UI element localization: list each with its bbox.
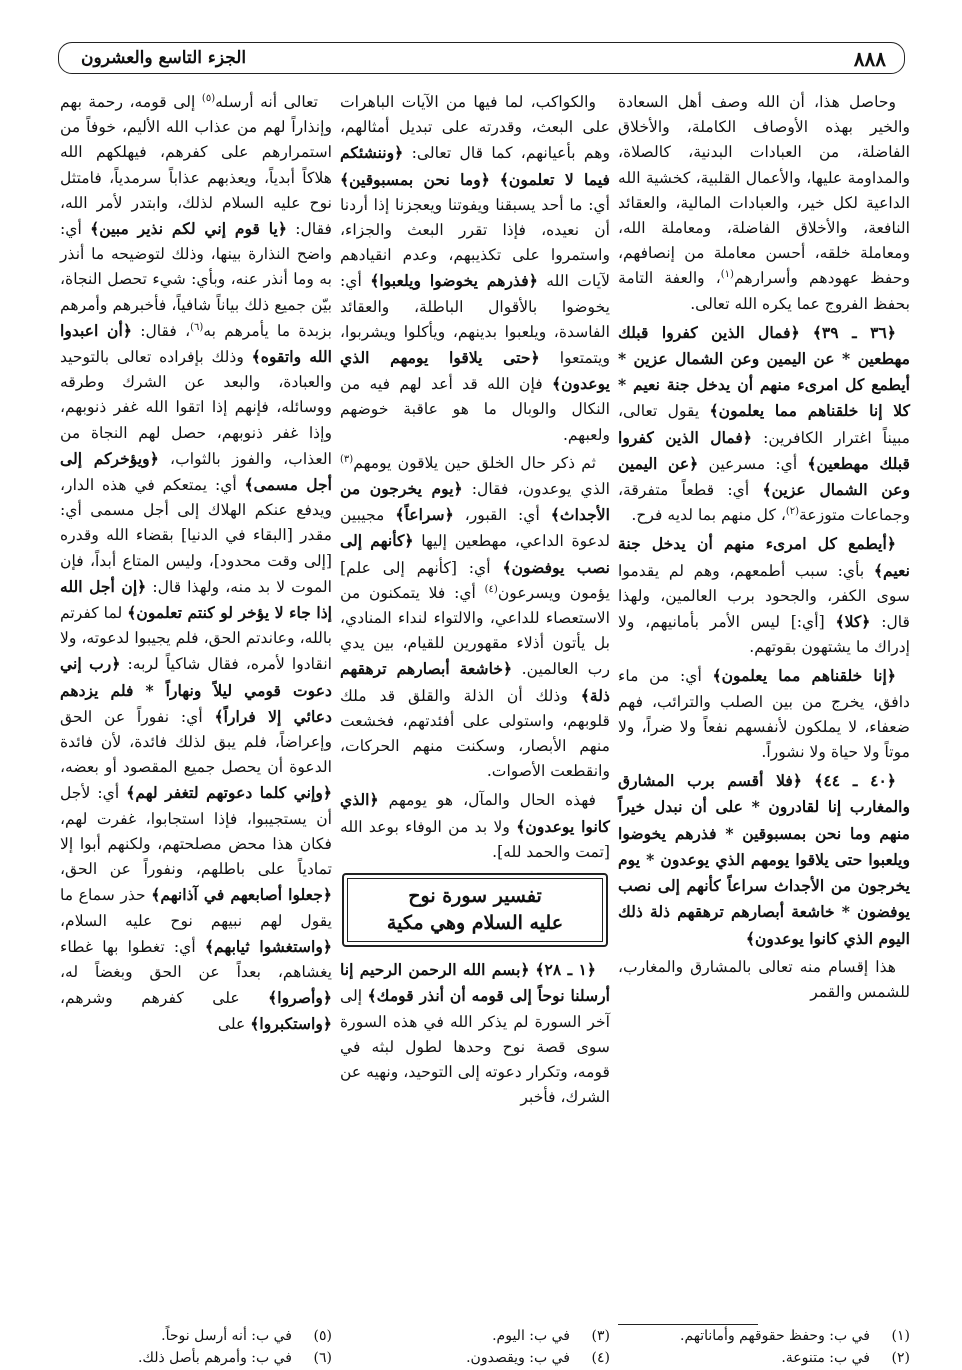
footnote-ref: (٣) [340, 453, 354, 465]
paragraph: ثم ذكر حال الخلق حين يلاقون يومهم$^{(٣)}$ الذي يوعدون، فقال: ﴿يوم يخرجون من الأجداث﴾ أي: القبور، ﴿سراعاً﴾ مجيبين لدعوة الداعي، مهطعين إليها ﴿كأنهم إلى نصب يوفضون﴾ أي: [كأنهم إلى علم] يؤمون ويسرعون$^{(٤)}$ أي: فلا يتمكنون من الاستعصاء للداعي، والالتواء لنداء المنادي، بل يأتون أذلاء مقهورين للقيام، بين يدي رب العالمين. ﴿خاشعة أبصارهم ترهقهم ذلة﴾ وذلك أن الذلة والقلق قد ملك قلوبهم، واستولى على أفئدتهم، فخشعت منهم الأبصار، وسكنت منهم الحركات، وانقطعت الأصوات. [340, 453, 611, 781]
footnote: (٦)في ب: وأمرهم بأصل ذلك. [137, 1350, 332, 1366]
verse-block: ﴿٣٦ ـ ٣٩﴾ ﴿فمال الذين كفروا قبلك مهطعين * عن اليمين وعن الشمال عزين * أيطمع كل امرىء منهم أن يدخل جنة نعيم * كلا إنا خلقناهم مما يعلمون﴾ يقول تعالى، مبيناً اغترار الكافرين: ﴿فمال الذين كفروا قبلك مهطعين﴾ أي: مسرعين ﴿عن اليمين وعن الشمال عزين﴾ أي: قطعاً متفرقة، وجماعات متوزعة$^{(٢)}$، كل منهم بما لديه فرح. [618, 322, 911, 525]
paragraph: ﴿إنا خلقناهم مما يعلمون﴾ أي: من ماء دافق، يخرج من بين الصلب والترائب، فهم ضعفاء، لا يملكون لأنفسهم نفعاً ولا ضراً، ولا موتاً ولا حياة ولا نشوراً. [618, 666, 910, 762]
surah-title: تفسير سورة نوح [408, 885, 542, 908]
text-column-right [618, 90, 910, 1008]
verse-ref: ﴿٤٠ ـ ٤٤﴾ [814, 771, 896, 791]
paragraph: ﴿أيطمع كل امرىء منهم أن يدخل جنة نعيم﴾ بأي: سبب أطمعهم، وهم لم يقدموا سوى الكفر، والجحود برب العالمين، ولهذا قال: ﴿كلا﴾ [أي:] ليس الأمر بأمانيهم، ولا إدراك ما يشتهون بقوتهم. [618, 534, 910, 657]
footnote-ref: (٦) [190, 321, 204, 333]
text-column-left [60, 90, 332, 1041]
surah-subtitle: عليه السلام وهي مكية [386, 912, 564, 935]
paragraph: والكواكب، لما فيها من الآيات الباهرات على البعث، وقدرته على تبديل أمثالهم، وهم بأعيانهم، كما قال تعالى: ﴿وننشئكم فيما لا تعلمون﴾ ﴿وما نحن بمسبوقين﴾ أي: ما أحد يسبقنا ويفوتنا ويعجزنا إذا أردنا أن نعيده، فإذا تقرر البعث والجزاء، واستمروا على تكذيبهم، وعدم انقيادهم لآيات الله ﴿فذرهم يخوضوا ويلعبوا﴾ أي: يخوضوا بالأقوال الباطلة، والعقائد الفاسدة، ويلعبوا بدينهم، ويأكلوا ويشربوا، ويتمتعوا ﴿حتى يلاقوا يومهم الذي يوعدون﴾ فإن الله قد أعد لهم فيه من النكال والوبال ما هو عاقبة خوضهم ولعبهم. [340, 93, 610, 444]
footnote: (٢)في ب: متنوعة. [781, 1350, 910, 1366]
verse-ref: ﴿٣٦ ـ ٣٩﴾ [812, 322, 896, 342]
footnote-ref: (١) [720, 269, 734, 281]
text-column-middle [340, 90, 610, 1113]
paragraph: وحاصل هذا، أن الله وصف أهل السعادة والخير بهذه الأوصاف الكاملة، والأخلاق الفاضلة، من العبادات البدنية، كالصلاة، والمداومة عليها، والأعمال القلبية، كخشية الله الداعية لكل خير، والعبادات المالية، والعقائد النافعة، والأخلاق الفاضلة، ومعاملة الله، ومعاملة خلقه، أحسن معاملة من إنصافهم، وحفظ عهودهم وأسرارهم$^{(١)}$، والعفة التامة بحفظ الفروج عما يكره الله تعالى. [618, 93, 910, 313]
footnote: (٣)في ب: اليوم. [492, 1328, 610, 1344]
verse-text: ﴿فلا أقسم برب المشارق والمغارب إنا لقادرون * على أن نبدل خيراً منهم وما نحن بمسبوقين * فذرهم يخوضوا ويلعبوا حتى يلاقوا يومهم الذي يوعدون * يوم يخرجون من الأجداث سراعاً كأنهم إلى نصب يوفضون * خاشعة أبصارهم ترهقهم ذلة ذلك اليوم الذي كانوا يوعدون﴾ [618, 771, 910, 948]
surah-heading-box [342, 873, 608, 947]
verse-block: ﴿١ ـ ٢٨﴾ ﴿بسم الله الرحمن الرحيم إنا أرسلنا نوحاً إلى قومه أن أنذر قومك﴾ إلى آخر السورة لم يذكر الله في هذه السورة سوى قصة نوح وحدها لطول لبثه في قومه، وتكرار دعوته إلى التوحيد، ونهيه عن الشرك، فأخبر [340, 960, 610, 1107]
footnote-ref: (٢) [785, 506, 800, 518]
footnote: (١)في ب: وحفظ حقوقهم وأماناتهم. [680, 1328, 910, 1344]
footnote-ref: (٥) [201, 92, 216, 104]
paragraph: هذا إقسام منه تعالى بالمشارق والمغارب، للشمس والقمر [618, 957, 910, 1001]
verse-ref: ﴿١ ـ ٢٨﴾ [535, 960, 596, 980]
footnote: (٤)في ب: ويقصدون. [466, 1350, 610, 1366]
footnote-ref: (٤) [484, 583, 498, 595]
page-number: ٨٨٨ [853, 47, 886, 71]
footnote: (٥)في ب: أنه أرسل نوحاً. [161, 1328, 332, 1344]
verse-block [618, 768, 910, 951]
paragraph: فهذه الحال والمآل، هو يومهم ﴿الذي كانوا يوعدون﴾ ولا بد من الوفاء بوعد الله [تمت والحمد لله]. [340, 790, 610, 861]
paragraph: تعالى أنه أرسله$^{(٥)}$ إلى قومه، رحمة بهم وإنذاراً لهم من عذاب الله الأليم، خوفاً من استمرارهم على كفرهم، فيهلكهم الله هلاكاً أبدياً، ويعذبهم عذاباً سرمدياً، فامتثل نوح عليه السلام لذلك، وابتدر لأمر الله، فقال: ﴿يا قوم إني لكم نذير مبين﴾ أي: واضح النذارة بينها، وذلك لتوضيحه ما أنذر به وما أنذر عنه، وبأي: شيء تحصل النجاة، بيّن جميع ذلك بياناً شافياً، فأخبرهم وأمرهم بزبدة ما يأمرهم به$^{(٦)}$، فقال: ﴿أن اعبدوا الله واتقوه﴾ وذلك بإفراده تعالى بالتوحيد والعبادة، والبعد عن الشرك وطرقه ووسائله، فإنهم إذا اتقوا الله غفر ذنوبهم، وإذا غفر ذنوبهم، حصل لهم النجاة من العذاب، والفوز بالثواب، ﴿ويؤخركم إلى أجل مسمى﴾ أي: يمتعكم في هذه الدار، ويدفع عنكم الهلاك إلى أجل مسمى أي: مقدر [البقاء في الدنيا] بقضاء الله وقدره [إلى وقت محدود]، وليس المتاع أبداً، فإن الموت لا بد منه، ولهذا قال: ﴿إن أجل الله إذا جاء لا يؤخر لو كنتم تعلمون﴾ لما كفرتم بالله، وعاندتم الحق، فلم يجيبوا لدعوته، ولا انقادوا لأمره، فقال شاكياً لربه: ﴿رب إني دعوت قومي ليلاً ونهاراً * فلم يزدهم دعائي إلا فراراً﴾ أي: نفوراً عن الحق وإعراضاً، فلم يبق لذلك فائدة، لأن فائدة الدعوة أن يحصل جميع المقصود أو بعضه، ﴿وإني كلما دعوتهم لتغفر لهم﴾ أي: لأجل أن يستجيبوا، فإذا استجابوا، غفرت لهم، فكان هذا محض مصلحتهم، ولكنهم أبوا إلا تمادياً على باطلهم، ونفوراً عن الحق، ﴿جعلوا أصابعهم في آذانهم﴾ حذر سماع ما يقول لهم نبيهم نوح عليه السلام، ﴿واستغشوا ثيابهم﴾ أي: تغطوا بها غطاء يغشاهم، بعداً عن الحق وبغضاً له، ﴿وأصروا﴾ على كفرهم وشرهم، ﴿واستكبروا﴾ على [60, 92, 333, 1034]
footnote-separator [618, 1324, 758, 1325]
verse-text: ﴿بسم الله الرحمن الرحيم إنا أرسلنا نوحاً إلى قومه أن أنذر قومك﴾ [340, 960, 610, 1006]
juz-title: الجزء التاسع والعشرون [81, 48, 247, 68]
verse-text: ﴿فمال الذين كفروا قبلك مهطعين * عن اليمين وعن الشمال عزين * أيطمع كل امرىء منهم أن يدخل جنة نعيم * كلا إنا خلقناهم مما يعلمون﴾ [618, 322, 910, 421]
page-header [58, 42, 905, 74]
